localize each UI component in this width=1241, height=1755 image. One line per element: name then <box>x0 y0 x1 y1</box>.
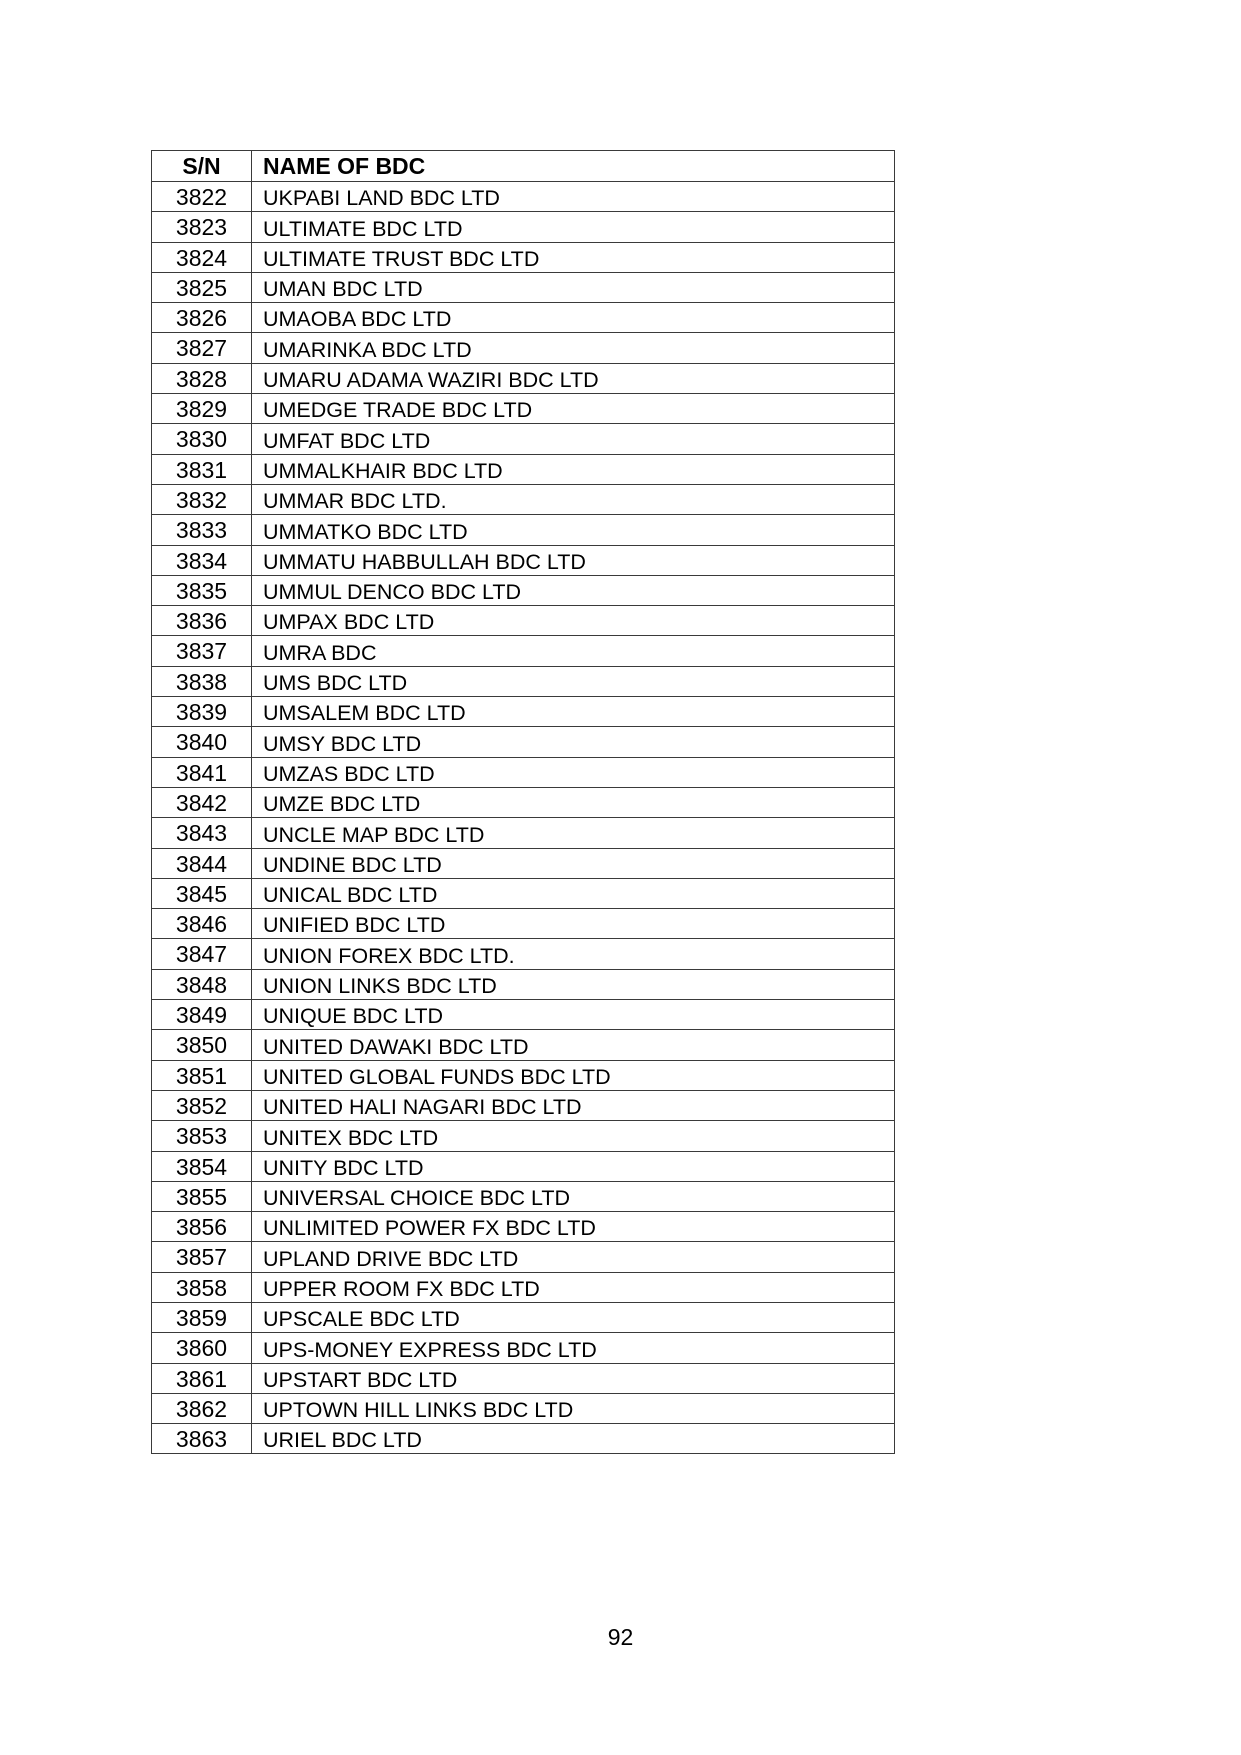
bdc-table <box>151 150 895 1454</box>
row-serial-number: 3846 <box>152 909 252 939</box>
table-row <box>152 697 895 727</box>
row-bdc-name: UMMATKO BDC LTD <box>252 515 895 545</box>
row-bdc-name: UMAN BDC LTD <box>252 272 895 302</box>
row-serial-number: 3824 <box>152 242 252 272</box>
row-serial-number: 3838 <box>152 666 252 696</box>
row-bdc-name: UMARU ADAMA WAZIRI BDC LTD <box>252 363 895 393</box>
table-row <box>152 272 895 302</box>
table-row <box>152 878 895 908</box>
table-row <box>152 666 895 696</box>
row-bdc-name: UNICAL BDC LTD <box>252 878 895 908</box>
row-bdc-name: UKPABI LAND BDC LTD <box>252 182 895 212</box>
table-row <box>152 424 895 454</box>
row-serial-number: 3828 <box>152 363 252 393</box>
row-bdc-name: URIEL BDC LTD <box>252 1424 895 1454</box>
row-serial-number: 3856 <box>152 1212 252 1242</box>
row-bdc-name: UMMALKHAIR BDC LTD <box>252 454 895 484</box>
table-row <box>152 1272 895 1302</box>
row-serial-number: 3861 <box>152 1363 252 1393</box>
row-serial-number: 3822 <box>152 182 252 212</box>
table-row <box>152 818 895 848</box>
row-serial-number: 3859 <box>152 1302 252 1332</box>
table-row <box>152 1242 895 1272</box>
row-serial-number: 3858 <box>152 1272 252 1302</box>
table-row <box>152 848 895 878</box>
table-row <box>152 1000 895 1030</box>
row-serial-number: 3842 <box>152 787 252 817</box>
row-serial-number: 3839 <box>152 697 252 727</box>
row-serial-number: 3855 <box>152 1181 252 1211</box>
row-bdc-name: UNDINE BDC LTD <box>252 848 895 878</box>
table-row <box>152 484 895 514</box>
row-bdc-name: ULTIMATE BDC LTD <box>252 212 895 242</box>
header-sn: S/N <box>152 151 252 182</box>
row-bdc-name: UMEDGE TRADE BDC LTD <box>252 394 895 424</box>
row-bdc-name: UNITED GLOBAL FUNDS BDC LTD <box>252 1060 895 1090</box>
table-row <box>152 333 895 363</box>
row-bdc-name: UPS-MONEY EXPRESS BDC LTD <box>252 1333 895 1363</box>
table-header-row <box>152 151 895 182</box>
table-row <box>152 636 895 666</box>
row-serial-number: 3825 <box>152 272 252 302</box>
row-bdc-name: UMMATU HABBULLAH BDC LTD <box>252 545 895 575</box>
table-row <box>152 606 895 636</box>
table-row <box>152 545 895 575</box>
row-serial-number: 3830 <box>152 424 252 454</box>
row-bdc-name: UNION LINKS BDC LTD <box>252 969 895 999</box>
row-bdc-name: UMS BDC LTD <box>252 666 895 696</box>
table-row <box>152 1151 895 1181</box>
table-row <box>152 1363 895 1393</box>
table-row <box>152 1212 895 1242</box>
row-bdc-name: UNION FOREX BDC LTD. <box>252 939 895 969</box>
row-serial-number: 3836 <box>152 606 252 636</box>
row-bdc-name: UMARINKA BDC LTD <box>252 333 895 363</box>
row-bdc-name: UPPER ROOM FX BDC LTD <box>252 1272 895 1302</box>
table-row <box>152 909 895 939</box>
table-row <box>152 1090 895 1120</box>
bdc-table-body <box>152 182 895 1454</box>
row-serial-number: 3841 <box>152 757 252 787</box>
row-bdc-name: UMAOBA BDC LTD <box>252 303 895 333</box>
row-serial-number: 3852 <box>152 1090 252 1120</box>
row-bdc-name: UNIQUE BDC LTD <box>252 1000 895 1030</box>
row-serial-number: 3837 <box>152 636 252 666</box>
row-bdc-name: UMFAT BDC LTD <box>252 424 895 454</box>
row-serial-number: 3834 <box>152 545 252 575</box>
row-bdc-name: UNITED HALI NAGARI BDC LTD <box>252 1090 895 1120</box>
row-bdc-name: ULTIMATE TRUST BDC LTD <box>252 242 895 272</box>
row-bdc-name: UPSTART BDC LTD <box>252 1363 895 1393</box>
row-bdc-name: UPTOWN HILL LINKS BDC LTD <box>252 1393 895 1423</box>
table-row <box>152 939 895 969</box>
row-serial-number: 3853 <box>152 1121 252 1151</box>
table-row <box>152 1121 895 1151</box>
row-serial-number: 3847 <box>152 939 252 969</box>
table-row <box>152 1060 895 1090</box>
table-row <box>152 242 895 272</box>
row-serial-number: 3862 <box>152 1393 252 1423</box>
row-serial-number: 3835 <box>152 575 252 605</box>
table-row <box>152 787 895 817</box>
row-bdc-name: UMMAR BDC LTD. <box>252 484 895 514</box>
row-bdc-name: UNITEX BDC LTD <box>252 1121 895 1151</box>
row-bdc-name: UNCLE MAP BDC LTD <box>252 818 895 848</box>
row-bdc-name: UNIFIED BDC LTD <box>252 909 895 939</box>
table-row <box>152 515 895 545</box>
row-serial-number: 3826 <box>152 303 252 333</box>
row-bdc-name: UNIVERSAL CHOICE BDC LTD <box>252 1181 895 1211</box>
table-row <box>152 1030 895 1060</box>
row-serial-number: 3857 <box>152 1242 252 1272</box>
table-row <box>152 212 895 242</box>
row-serial-number: 3851 <box>152 1060 252 1090</box>
row-serial-number: 3860 <box>152 1333 252 1363</box>
row-bdc-name: UPLAND DRIVE BDC LTD <box>252 1242 895 1272</box>
row-bdc-name: UMZE BDC LTD <box>252 787 895 817</box>
row-serial-number: 3845 <box>152 878 252 908</box>
row-serial-number: 3833 <box>152 515 252 545</box>
row-bdc-name: UMSY BDC LTD <box>252 727 895 757</box>
row-serial-number: 3827 <box>152 333 252 363</box>
table-row <box>152 394 895 424</box>
row-bdc-name: UPSCALE BDC LTD <box>252 1302 895 1332</box>
page-number <box>0 1624 1241 1651</box>
table-row <box>152 1424 895 1454</box>
table-row <box>152 454 895 484</box>
table-row <box>152 303 895 333</box>
table-row <box>152 727 895 757</box>
row-bdc-name: UNITY BDC LTD <box>252 1151 895 1181</box>
table-row <box>152 575 895 605</box>
table-row <box>152 1181 895 1211</box>
row-serial-number: 3854 <box>152 1151 252 1181</box>
table-row <box>152 1302 895 1332</box>
row-serial-number: 3863 <box>152 1424 252 1454</box>
table-row <box>152 1393 895 1423</box>
page-number-text: 92 <box>607 1624 634 1650</box>
row-bdc-name: UMMUL DENCO BDC LTD <box>252 575 895 605</box>
row-bdc-name: UNLIMITED POWER FX BDC LTD <box>252 1212 895 1242</box>
row-serial-number: 3832 <box>152 484 252 514</box>
table-row <box>152 757 895 787</box>
table-row <box>152 363 895 393</box>
header-name-of-bdc: NAME OF BDC <box>252 151 895 182</box>
row-bdc-name: UMZAS BDC LTD <box>252 757 895 787</box>
row-bdc-name: UNITED DAWAKI BDC LTD <box>252 1030 895 1060</box>
row-serial-number: 3843 <box>152 818 252 848</box>
row-serial-number: 3850 <box>152 1030 252 1060</box>
row-serial-number: 3831 <box>152 454 252 484</box>
row-serial-number: 3823 <box>152 212 252 242</box>
row-serial-number: 3849 <box>152 1000 252 1030</box>
row-bdc-name: UMPAX BDC LTD <box>252 606 895 636</box>
table-row <box>152 182 895 212</box>
row-serial-number: 3848 <box>152 969 252 999</box>
table-row <box>152 969 895 999</box>
table-row <box>152 1333 895 1363</box>
row-serial-number: 3844 <box>152 848 252 878</box>
row-serial-number: 3840 <box>152 727 252 757</box>
row-bdc-name: UMSALEM BDC LTD <box>252 697 895 727</box>
row-serial-number: 3829 <box>152 394 252 424</box>
row-bdc-name: UMRA BDC <box>252 636 895 666</box>
